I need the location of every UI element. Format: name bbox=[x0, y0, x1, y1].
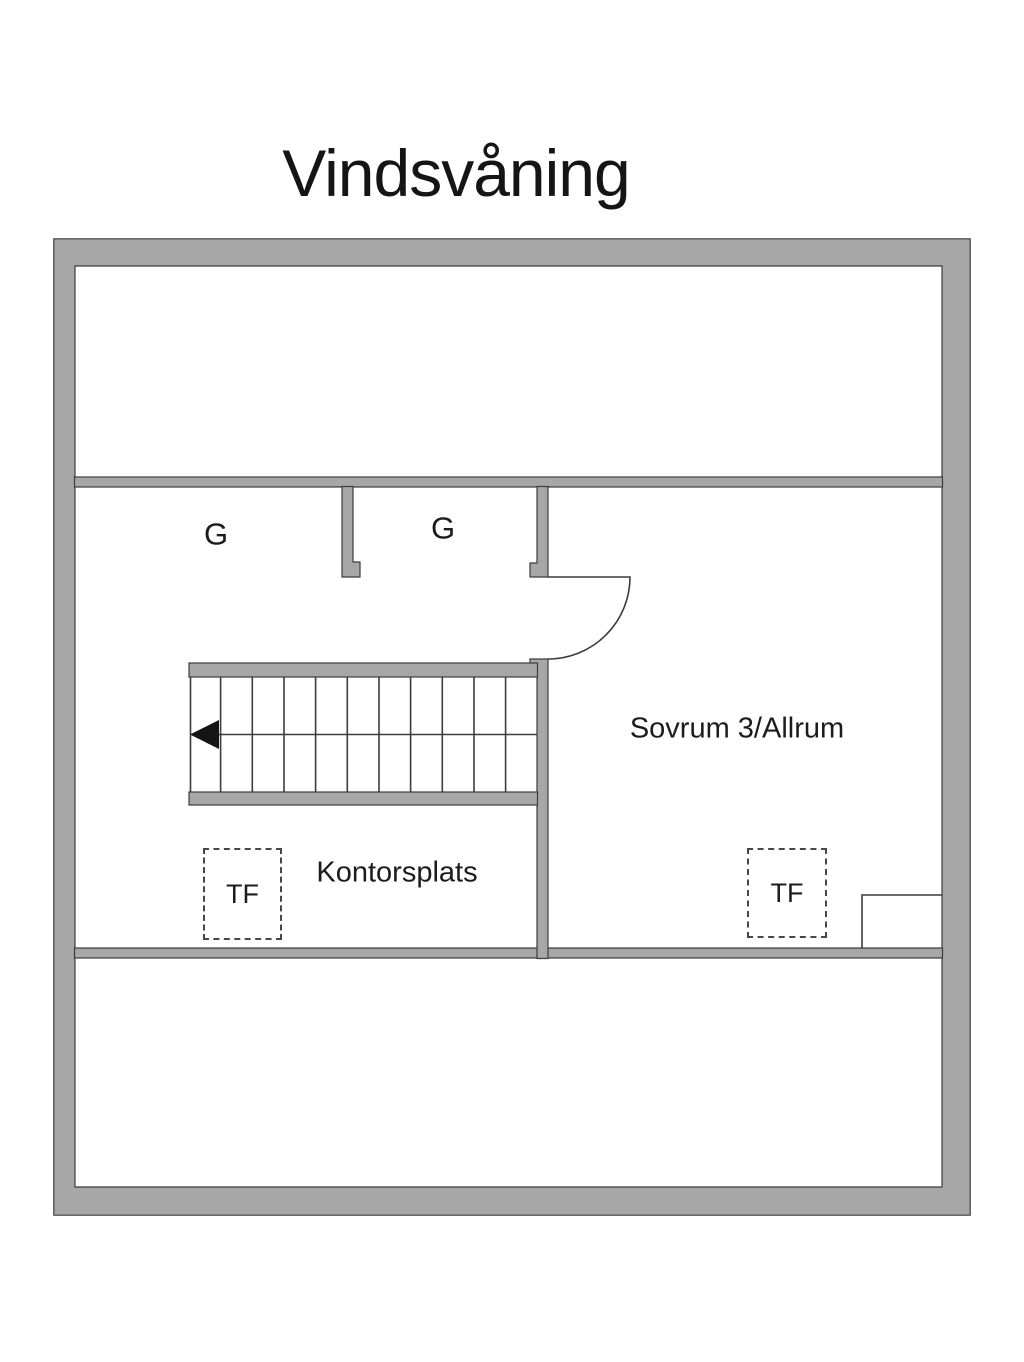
room-label-bedroom: Sovrum 3/Allrum bbox=[629, 712, 845, 745]
door-swing-arc bbox=[548, 577, 630, 659]
corner-niche-outline bbox=[862, 895, 942, 948]
floorplan bbox=[53, 238, 971, 1216]
stair-treads bbox=[191, 677, 538, 792]
stair-direction-arrow-icon bbox=[190, 720, 219, 749]
divider-wall-upper bbox=[75, 477, 943, 487]
bedroom-wall-lower bbox=[530, 659, 548, 959]
room-label-closet-left: G bbox=[203, 516, 229, 552]
stair-wall-top bbox=[189, 663, 538, 677]
closet-divider-wall bbox=[342, 487, 360, 578]
stair-wall-bottom bbox=[189, 792, 538, 805]
page-title: Vindsvåning bbox=[282, 136, 630, 210]
tf-box-right bbox=[747, 848, 827, 938]
room-label-office: Kontorsplats bbox=[316, 856, 478, 889]
tf-box-left-label: TF bbox=[226, 878, 259, 909]
tf-box-left bbox=[203, 848, 282, 940]
room-label-closet-right: G bbox=[430, 510, 456, 546]
tf-box-right-label: TF bbox=[770, 877, 804, 908]
divider-wall-lower bbox=[75, 948, 943, 958]
bedroom-wall-upper bbox=[530, 487, 548, 578]
